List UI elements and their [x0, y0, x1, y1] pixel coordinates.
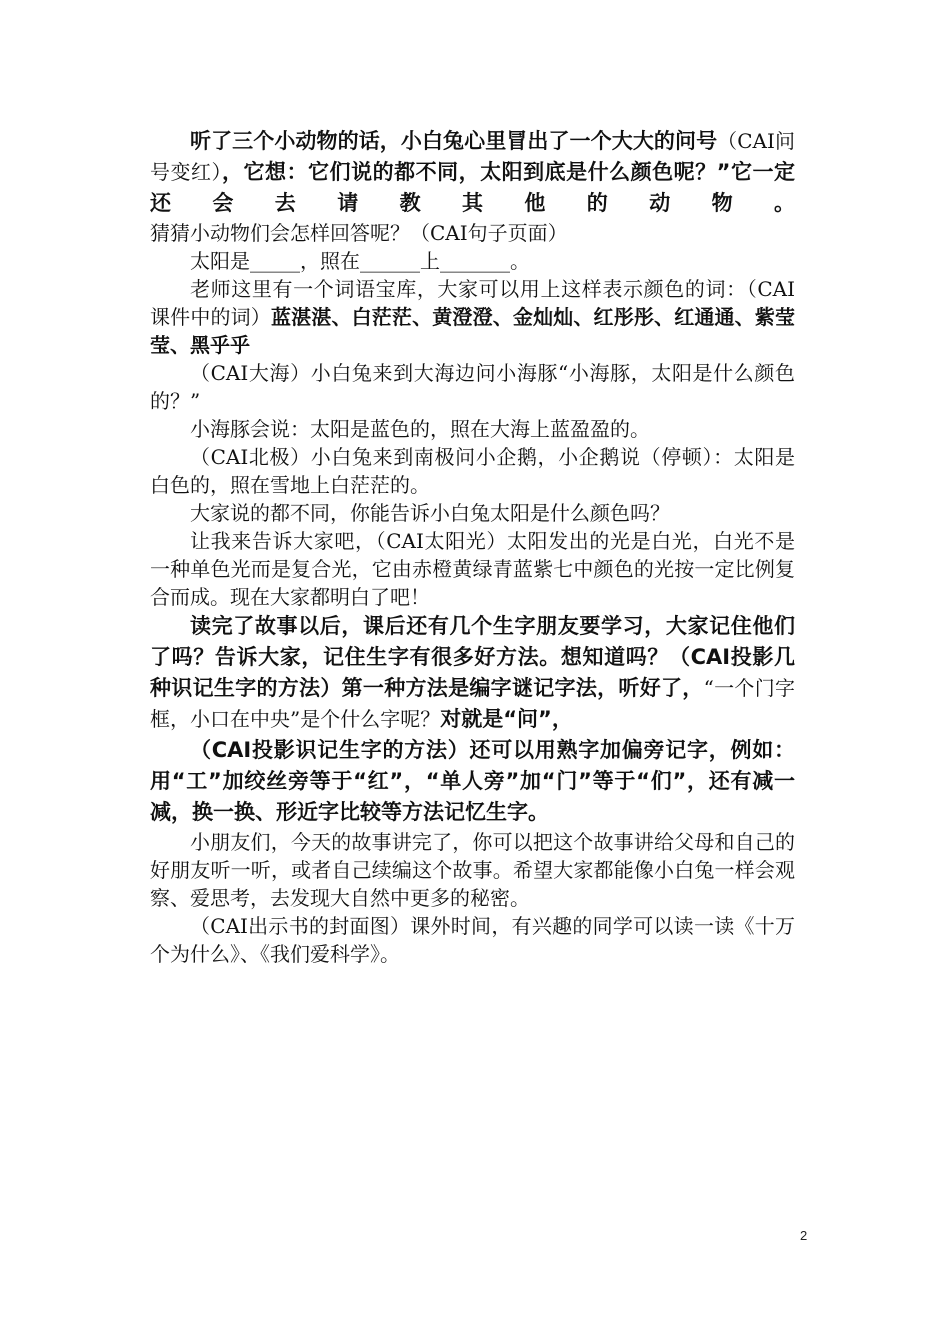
- paragraph-6: （CAI北极）小白兔来到南极问小企鹅，小企鹅说（停顿）：太阳是白色的，照在雪地上白茫茫的。: [150, 445, 795, 497]
- paragraph-5: 小海豚会说：太阳是蓝色的，照在大海上蓝盈盈的。: [190, 417, 650, 441]
- paragraph-2: 太阳是_____，照在______上_______。: [190, 249, 530, 273]
- paragraph-8: 让我来告诉大家吧，（CAI太阳光）太阳发出的光是白光，白光不是一种单色光而是复合光，它由赤橙黄绿青蓝紫七中颜色的光按一定比例复合而成。现在大家都明白了吧！: [150, 529, 795, 609]
- p1-normal-b: 猜猜小动物们会怎样回答呢？（CAI句子页面）: [150, 221, 568, 245]
- p9-bold-a: 读完了故事以后，课后还有几个生字朋友要学习，大家记住他们了吗？告诉大家，记住生字有很多好方法。想知道吗？（CAI投影几种识记生字的方法）第一种方法是编字谜记字法，听好了，: [150, 614, 795, 700]
- p9-bold-b: 对就是“问”，: [440, 707, 573, 731]
- paragraph-12: （CAI出示书的封面图）课外时间，有兴趣的同学可以读一读《十万个为什么》、《我们爱科学》。: [150, 914, 795, 966]
- paragraph-3: [150, 275, 795, 359]
- p1-bold-a: 听了三个小动物的话，小白兔心里冒出了一个大大的问号: [190, 129, 718, 153]
- paragraph-11: 小朋友们，今天的故事讲完了，你可以把这个故事讲给父母和自己的好朋友听一听，或者自己续编这个故事。希望大家都能像小白兔一样会观察、爱思考，去发现大自然中更多的秘密。: [150, 830, 795, 910]
- paragraph-10: （CAI投影识记生字的方法）还可以用熟字加偏旁记字，例如：用“工”加绞丝旁等于“红”，“单人旁”加“门”等于“们”，还有减一减，换一换、形近字比较等方法记忆生字。: [150, 738, 795, 824]
- paragraph-4: （CAI大海）小白兔来到大海边问小海豚“小海豚，太阳是什么颜色的？”: [150, 361, 795, 413]
- p3-text: 老师这里有一个词语宝库，大家可以用上这样表示颜色的词：（CAI课件中的词）: [150, 277, 795, 329]
- p1-bold-b: ，它想：它们说的都不同，太阳到底是什么颜色呢？”它一定还会去请教其他的动物。: [150, 160, 795, 215]
- paragraph-7: 大家说的都不同，你能告诉小白兔太阳是什么颜色吗？: [190, 501, 670, 525]
- color-words: 蓝湛湛、白茫茫、黄澄澄、金灿灿、红彤彤、红通通、紫莹莹、黑乎乎: [150, 305, 796, 357]
- page-number: 2: [800, 1228, 808, 1243]
- paragraph-1: [150, 126, 795, 247]
- paragraph-9: [150, 611, 795, 735]
- p9-normal: “一个门字框，小口在中央”是个什么字呢？: [150, 676, 796, 731]
- document-body: [150, 126, 795, 968]
- p1-normal-a: （CAI问号变红）: [150, 129, 795, 184]
